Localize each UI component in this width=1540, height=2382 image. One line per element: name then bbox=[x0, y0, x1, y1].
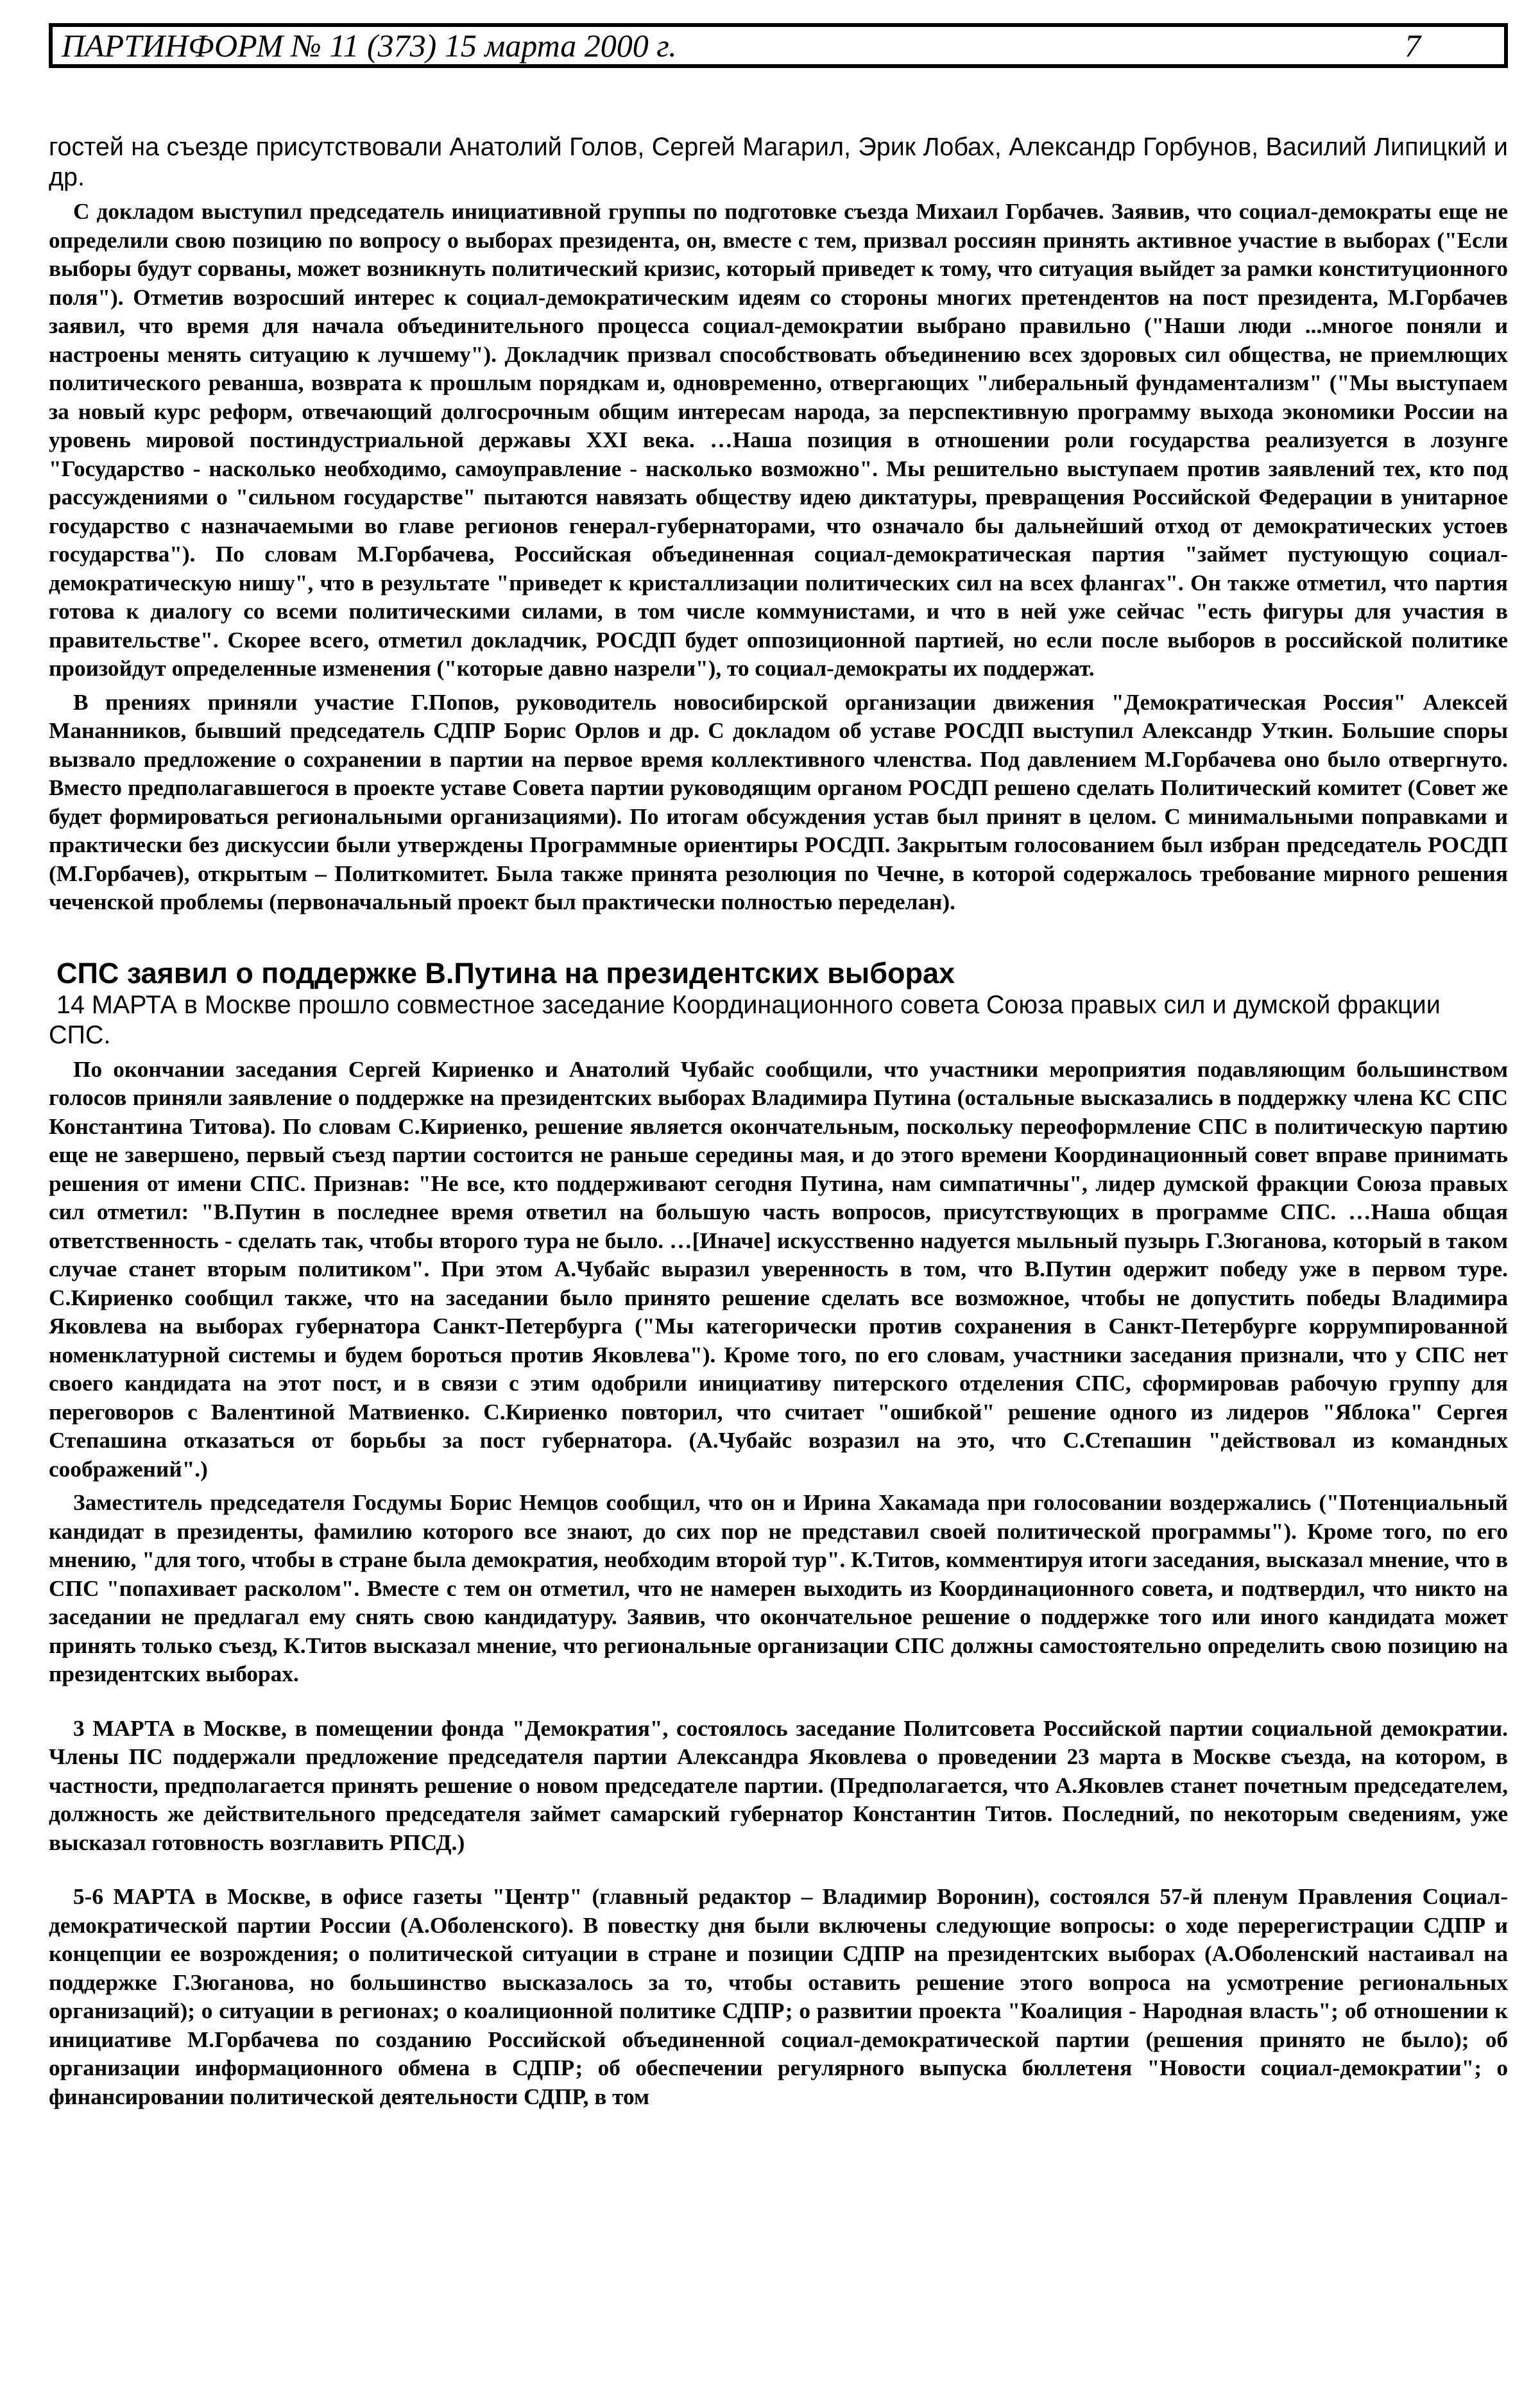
article-paragraph: С докладом выступил председатель инициативной группы по подготовке съезда Михаил Горбачев. Заявив, что социал-демократы еще не определили свою позицию по вопросу о выборах президента, он, вместе с тем, призвал россиян принять активное участие в выборах ("Если выборы будут сорваны, может возникнуть политический кризис, который приведет к тому, что ситуация выйдет за рамки конституционного поля"). Отметив возросший интерес к социал-демократическим идеям со стороны многих претендентов на пост президента, М.Горбачев заявил, что время для начала объединительного процесса социал-демократии выбрано правильно ("Наши люди ...многое поняли и настроены менять ситуацию к лучшему"). Докладчик призвал способствовать объединению всех здоровых сил общества, не приемлющих политического реванша, возврата к прошлым порядкам и, одновременно, отвергающих "либеральный фундаментализм" ("Мы выступаем за новый курс реформ, отвечающий долгосрочным общим интересам народа, за перспективную программу выхода экономики России на уровень мировой постиндустриальной державы XXI века. …Наша позиция в отношении роли государства реализуется в лозунге "Государство - насколько необходимо, самоуправление - насколько возможно". Мы решительно выступаем против заявлений тех, кто под рассуждениями о "сильном государстве" пытаются навязать обществу идею диктатуры, превращения Российской Федерации в унитарное государство с назначаемыми во главе регионов генерал-губернаторами, что означало бы дальнейший отход от демократических устоев государства"). По словам М.Горбачева, Российская объединенная социал-демократическая партия "займет пустующую социал-демократическую нишу", что в результате "приведет к кристаллизации политических сил на всех флангах". Он также отметил, что партия готова к диалогу со всеми политическими силами, в том числе коммунистами, и что в ней уже сейчас "есть фигуры для участия в правительстве". Скорее всего, отметил докладчик, РОСДП будет оппозиционной партией, но если после выборов в российской политике произойдут определенные изменения ("которые давно назрели"), то социал-демократы их поддержат. bbox=[49, 199, 1508, 681]
news-note-text: 5-6 МАРТА в Москве, в офисе газеты "Центр" (главный редактор – Владимир Воронин), состоялся 57-й пленум Правления Социал-демократической партии России (А.Оболенского). В повестку дня были включены следующие вопросы: о ходе перерегистрации СДПР и концепции ее возрождения; о политической ситуации в стране и позиции СДПР на президентских выборах (А.Оболенский настаивал на поддержке Г.Зюганова, но большинство высказалось за то, чтобы оставить решение этого вопроса на усмотрение региональных организаций); о ситуации в регионах; о коалиционной политике СДПР; о развитии проекта "Коалиция - Народная власть"; об отношении к инициативе М.Горбачева по созданию Российской объединенной социал-демократической партии (решения принято не было); об организации информационного обмена в СДПР; об обеспечении регулярного выпуска бюллетеня "Новости социал-демократии"; о финансировании политической деятельности СДПР, в том bbox=[49, 1884, 1508, 2109]
article-rosdp-congress bbox=[49, 132, 1508, 917]
article-paragraph: В прениях приняли участие Г.Попов, руководитель новосибирской организации движения "Демократическая Россия" Алексей Мананников, бывший председатель СДПР Борис Орлов и др. С докладом об уставе РОСДП выступил Александр Уткин. Большие споры вызвало предложение о сохранении в партии на первое время коллективного членства. Под давлением М.Горбачева оно было отвергнуто. Вместо предполагавшегося в проекте уставе Совета партии руководящим органом РОСДП решено сделать Политический комитет (Совет же будет формироваться региональными организациями). По итогам обсуждения устав был принят в целом. С минимальными поправками и практически без дискуссии были утверждены Программные ориентиры РОСДП. Закрытым голосованием был избран председатель РОСДП (М.Горбачев), открытым – Политкомитет. Была также принята резолюция по Чечне, в которой содержалось требование мирного решения чеченской проблемы (первоначальный проект был практически полностью переделан). bbox=[49, 689, 1508, 914]
news-note-text: 3 МАРТА в Москве, в помещении фонда "Демократия", состоялось заседание Политсовета Российской партии социальной демократии. Члены ПС поддержали предложение председателя партии Александра Яковлева о проведении 23 марта в Москве съезда, на котором, в частности, предполагается принять решение о новом председателе партии. (Предполагается, что А.Яковлев станет почетным председателем, должность же действительного председателя займет самарский губернатор Константин Титов. Последний, по некоторым сведениям, уже высказал готовность возглавить РПСД.) bbox=[49, 1715, 1508, 1855]
page-number: 7 bbox=[1405, 28, 1421, 64]
news-note-rpsd bbox=[49, 1715, 1508, 1858]
article-paragraph: Заместитель председателя Госдумы Борис Немцов сообщил, что он и Ирина Хакамада при голосовании воздержались ("Потенциальный кандидат в президенты, фамилию которого все знают, до сих пор не представил своей политической программы"). Кроме того, по его мнению, "для того, чтобы в стране была демократия, необходим второй тур". К.Титов, комментируя итоги заседания, высказал мнение, что в СПС "попахивает расколом". Вместе с тем он отметил, что не намерен выходить из Координационного совета, и подтвердил, что никто на заседании не предлагал ему снять свою кандидатуру. Заявив, что окончательное решение о поддержке того или иного кандидата может принять только съезд, К.Титов высказал мнение, что региональные организации СПС должны самостоятельно определить свою позицию на президентских выборах. bbox=[49, 1490, 1508, 1686]
article-headline: СПС заявил о поддержке В.Путина на президентских выборах bbox=[56, 956, 955, 990]
article-continuation: гостей на съезде присутствовали Анатолий Голов, Сергей Магарил, Эрик Лобах, Александр Горбунов, Василий Липицкий и др. bbox=[49, 133, 1508, 191]
article-sps-putin bbox=[49, 957, 1508, 1689]
newspaper-page bbox=[49, 23, 1508, 2109]
article-paragraph: По окончании заседания Сергей Кириенко и Анатолий Чубайс сообщили, что участники мероприятия подавляющим большинством голосов приняли заявление о поддержке на президентских выборах Владимира Путина (остальные высказались в поддержку члена КС СПС Константина Титова). По словам С.Кириенко, решение является окончательным, поскольку переоформление СПС в политическую партию еще не завершено, первый съезд партии состоится не раньше середины мая, и до этого времени Координационный совет вправе принимать решения от имени СПС. Признав: "Не все, кто поддерживают сегодня Путина, нам симпатичны", лидер думской фракции Союза правых сил отметил: "В.Путин в последнее время ответил на большую часть вопросов, присутствующих в программе СПС. …Наша общая ответственность - сделать так, чтобы второго тура не было. …[Иначе] искусственно надуется мыльный пузырь Г.Зюганова, который в таком случае станет вторым политиком". При этом А.Чубайс выразил уверенность в том, что В.Путин одержит победу уже в первом туре. С.Кириенко сообщил также, что на заседании было принято решение сделать все возможное, чтобы не допустить победы Владимира Яковлева на выборах губернатора Санкт-Петербурга ("Мы категорически против сохранения в Санкт-Петербурге коррумпированной номенклатурной системы и будем бороться против Яковлева"). Кроме того, по его словам, участники заседания признали, что у СПС нет своего кандидата на этот пост, и в связи с этим одобрили инициативу питерского отделения СПС, сформировав рабочую группу для переговоров с Валентиной Матвиенко. С.Кириенко повторил, что считает "ошибкой" решение одного из лидеров "Яблока" Сергея Степашина отказаться от борьбы за пост губернатора. (А.Чубайс возразил на это, что С.Степашин "действовал из командных соображений".) bbox=[49, 1056, 1508, 1482]
news-note-sdpr-plenum bbox=[49, 1883, 1508, 2111]
page-content bbox=[49, 132, 1508, 2111]
running-header bbox=[49, 23, 1508, 68]
publication-title: ПАРТИНФОРМ № 11 (373) 15 марта 2000 г. bbox=[62, 28, 677, 64]
article-lead: 14 МАРТА в Москве прошло совместное заседание Координационного совета Союза правых сил и думской фракции СПС. bbox=[49, 990, 1441, 1049]
